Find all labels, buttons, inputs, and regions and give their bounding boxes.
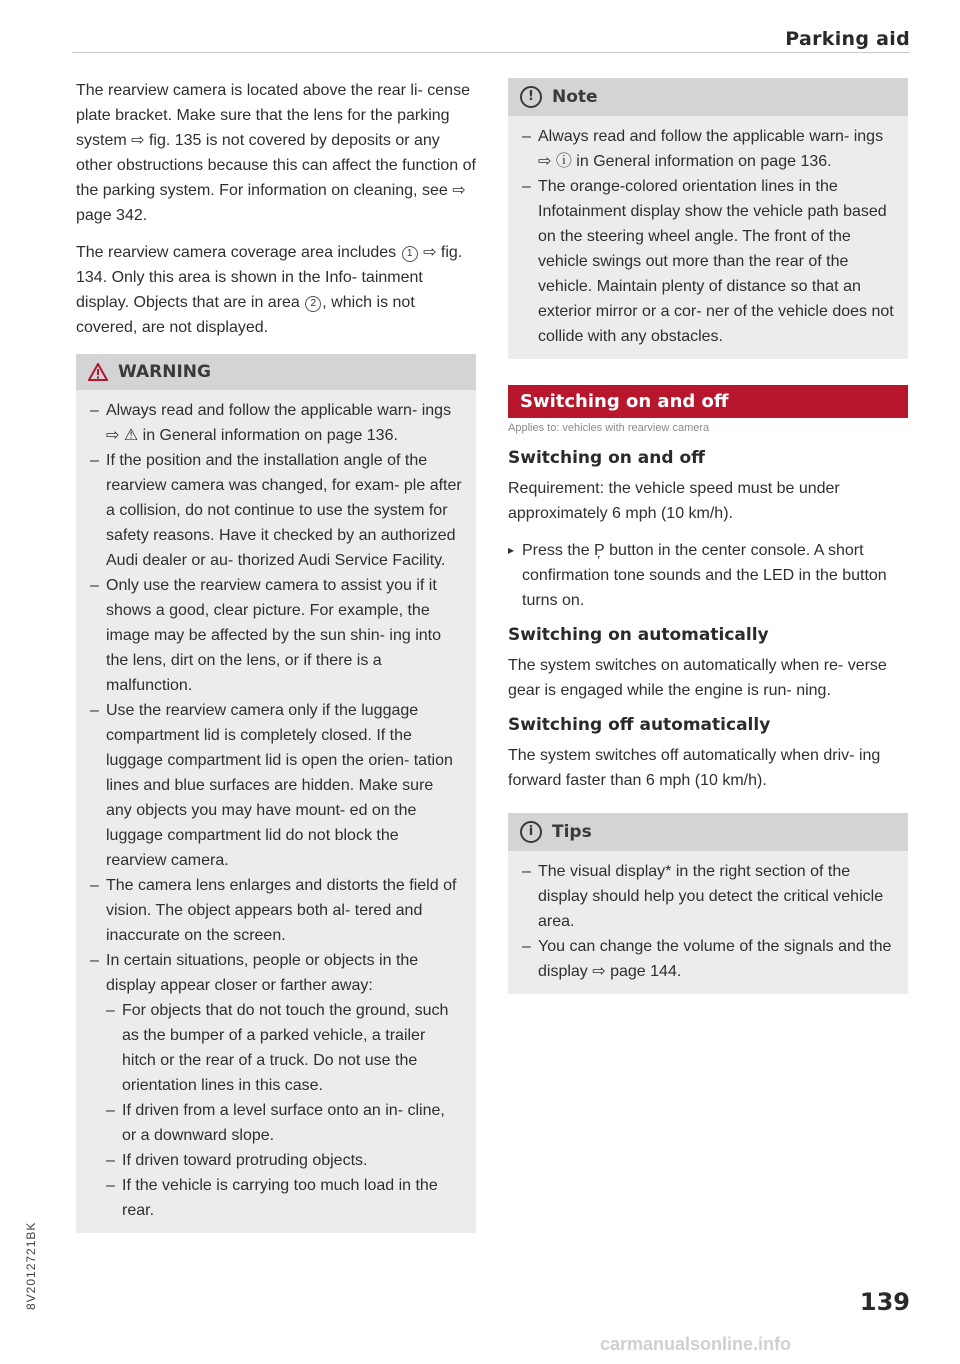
on-auto-text: The system switches on automatically when re- verse gear is engaged while the engine is run- ning. (508, 657, 887, 699)
warning-subitem: – For objects that do not touch the ground, such as the bumper of a parked vehicle, a trailer hitch or the rear of a truck. Do not use the orientation lines in this case. (106, 998, 462, 1098)
note-list (522, 124, 894, 349)
warning-list (90, 398, 462, 1223)
running-header: Parking aid (785, 28, 910, 50)
tips-title: Tips (552, 822, 592, 842)
warning-box (76, 354, 476, 1233)
warning-item: – In certain situations, people or objects in the display appear closer or farther away: – For objects that do not touch the ground, such as the bumper of a parked vehicle, a trailer hitch or the rear of a truck. Do not use the orientation lines in this case. – If driven from a level surface onto an in- cline, or a downward slope. – If driven toward protruding objects. – If the vehicle is carrying too much load in the rear. (90, 948, 462, 1223)
warning-subitem: – If the vehicle is carrying too much load in the rear. (106, 1173, 462, 1223)
warning-subitem: – If driven from a level surface onto an in- cline, or a downward slope. (106, 1098, 462, 1148)
coverage-paragraph: The rearview camera coverage area includes 1 ⇨ fig. 134. Only this area is shown in the Info- tainment display. Objects that are in area 2 , which is not covered, are not displayed. (76, 244, 463, 336)
page-number: 139 (859, 1288, 910, 1316)
note-item: – Always read and follow the applicable warn- ings ⇨ ⓘ in General information on page 136. (522, 124, 894, 174)
warning-title: WARNING (118, 362, 211, 382)
tips-header (508, 813, 908, 851)
warning-item: – Always read and follow the applicable warn- ings ⇨ ⚠ in General information on page 136. (90, 398, 462, 448)
warning-item: – Only use the rearview camera to assist you if it shows a good, clear picture. For example, the image may be affected by the sun shin- ing into the lens, dirt on the lens, or if there is a malfunction. (90, 573, 462, 698)
area-marker-2: 2 (305, 296, 321, 312)
warning-item: – Use the rearview camera only if the luggage compartment lid is completely closed. If the luggage compartment lid is open the orien- tation lines and blue surfaces are hidden. Make sure any objects you may have mount- ed on the luggage compartment lid do not block the rearview camera. (90, 698, 462, 873)
side-document-code: 8V2012721BK (24, 1221, 38, 1310)
left-column (76, 78, 476, 1233)
tips-box (508, 813, 908, 994)
note-header (508, 78, 908, 116)
heading-on-off: Switching on and off (508, 448, 705, 468)
tips-item: – You can change the volume of the signals and the display ⇨ page 144. (522, 934, 894, 984)
tips-list (522, 859, 894, 984)
heading-on-auto: Switching on automatically (508, 625, 769, 645)
off-auto-text: The system switches off automatically when driv- ing forward faster than 6 mph (10 km/h). (508, 747, 881, 789)
note-box (508, 78, 908, 359)
warning-subitem: – If driven toward protruding objects. (106, 1148, 462, 1173)
requirement-text: Requirement: the vehicle speed must be under approximately 6 mph (10 km/h). (508, 480, 840, 522)
section-title-bar: Switching on and off (508, 385, 908, 418)
step-press-button: ▸ Press the P᷊ button in the center console. A short confirmation tone sounds and the LED in the button turns on. (508, 538, 908, 613)
warning-header (76, 354, 476, 390)
header-rule (72, 52, 910, 53)
intro-paragraph: The rearview camera is located above the rear li- cense plate bracket. Make sure that the lens for the parking system ⇨ fig. 135 is not covered by deposits or any other obstructions because this can affect the function of the parking system. For information on cleaning, see ⇨ page 342. (76, 82, 476, 224)
tips-item: – The visual display* in the right section of the display should help you detect the critical vehicle area. (522, 859, 894, 934)
watermark: carmanualsonline.info (600, 1334, 792, 1354)
area-marker-1: 1 (402, 246, 418, 262)
warning-sublist (106, 998, 462, 1223)
note-title: Note (552, 87, 598, 107)
exclamation-circle-icon: ! (520, 86, 542, 108)
warning-item: – If the position and the installation angle of the rearview camera was changed, for exam- ple after a collision, do not continue to use the system for safety reasons. Have it checked by an authorized Audi dealer or au- thorized Audi Service Facility. (90, 448, 462, 573)
warning-triangle-icon (88, 363, 108, 381)
info-circle-icon: i (520, 821, 542, 843)
note-item: – The orange-colored orientation lines in the Infotainment display show the vehicle path based on the steering wheel angle. The front of the vehicle swings out more than the rear of the vehicle. Maintain plenty of distance so that an exterior mirror or a cor- ner of the vehicle does not collide with any obstacles. (522, 174, 894, 349)
right-column (508, 78, 908, 994)
warning-item: – The camera lens enlarges and distorts the field of vision. The object appears both al- tered and inaccurate on the screen. (90, 873, 462, 948)
applies-to-text: Applies to: vehicles with rearview camera (508, 422, 710, 434)
heading-off-auto: Switching off automatically (508, 715, 771, 735)
